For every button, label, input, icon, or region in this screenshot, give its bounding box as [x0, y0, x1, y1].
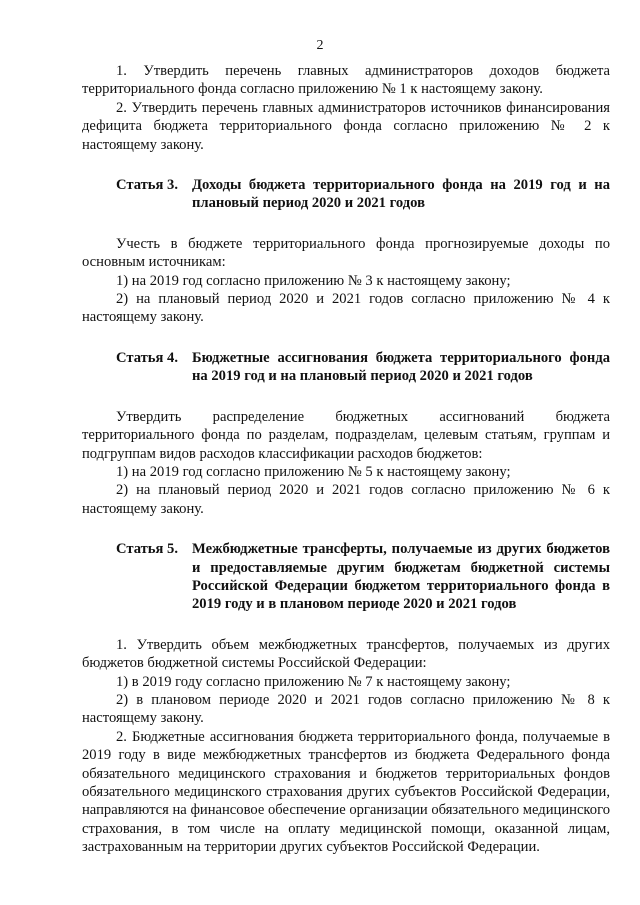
article-3-heading [82, 176, 610, 213]
article-3-item-1: 1) на 2019 год согласно приложению № 3 к настоящему закону; [116, 272, 511, 289]
paragraph-1: 1. Утвердить перечень главных администраторов доходов бюджета территориального фонда согласно приложению № 1 к настоящему закону. [82, 63, 610, 98]
article-4-paragraph-1: Утвердить распределение бюджетных ассигнований бюджета территориального фонда по разделам, подразделам, целевым статьям, группам и подгруппам видов расходов классификации расходов бюджетов: [82, 408, 610, 462]
article-4-title: Бюджетные ассигнования бюджета территориального фонда на 2019 год и на плановый период 2020 и 2021 годов [192, 349, 610, 385]
article-4-item-1: 1) на 2019 год согласно приложению № 5 к настоящему закону; [116, 463, 511, 480]
article-3-paragraph-1: Учесть в бюджете территориального фонда прогнозируемые доходы по основным источникам: [82, 235, 610, 271]
article-5-paragraph-1: 1. Утвердить объем межбюджетных трансфертов, получаемых из других бюджетов бюджетной системы Российской Федерации: [82, 636, 610, 672]
article-4-heading [82, 349, 610, 386]
article-5-title: Межбюджетные трансферты, получаемые из других бюджетов и предоставляемые другим бюджетам бюджетной системы Российской Федерации бюджетом территориального фонда в 2019 году и в плановом периоде 2020 и 2021 годов [192, 541, 610, 613]
article-5-label: Статья 5. [116, 541, 178, 558]
article-4-item-2: 2) на плановый период 2020 и 2021 годов согласно приложению № 6 к настоящему закону. [82, 482, 610, 517]
article-5-item-2: 2) в плановом периоде 2020 и 2021 годов согласно приложению № 8 к настоящему закону. [82, 691, 610, 727]
paragraph-2: 2. Утвердить перечень главных администраторов источников финансирования дефицита бюджета территориального фонда согласно приложению № 2 к настоящему закону. [82, 99, 610, 153]
article-5-item-1: 1) в 2019 году согласно приложению № 7 к настоящему закону; [116, 673, 511, 690]
article-5-heading [82, 540, 610, 614]
article-3-item-2: 2) на плановый период 2020 и 2021 годов согласно приложению № 4 к настоящему закону. [82, 291, 610, 326]
page-number: 2 [316, 38, 324, 53]
article-3-label: Статья 3. [116, 177, 178, 194]
article-3-title: Доходы бюджета территориального фонда на 2019 год и на плановый период 2020 и 2021 годов [192, 177, 610, 212]
document-body [82, 62, 610, 857]
article-5-paragraph-2: 2. Бюджетные ассигнования бюджета территориального фонда, получаемые в 2019 году в виде межбюджетных трансфертов из бюджета Федерального фонда обязательного медицинского страхования и бюджетов территориальных фондов обязательного медицинского страхования других субъектов Российской Федерации, направляются на финансовое обеспечение организации обязательного медицинского страхования, в том числе на оплату медицинской помощи, оказанной лицам, застрахованным на территории других субъектов Российской Федерации. [82, 728, 610, 856]
article-4-label: Статья 4. [116, 349, 178, 366]
